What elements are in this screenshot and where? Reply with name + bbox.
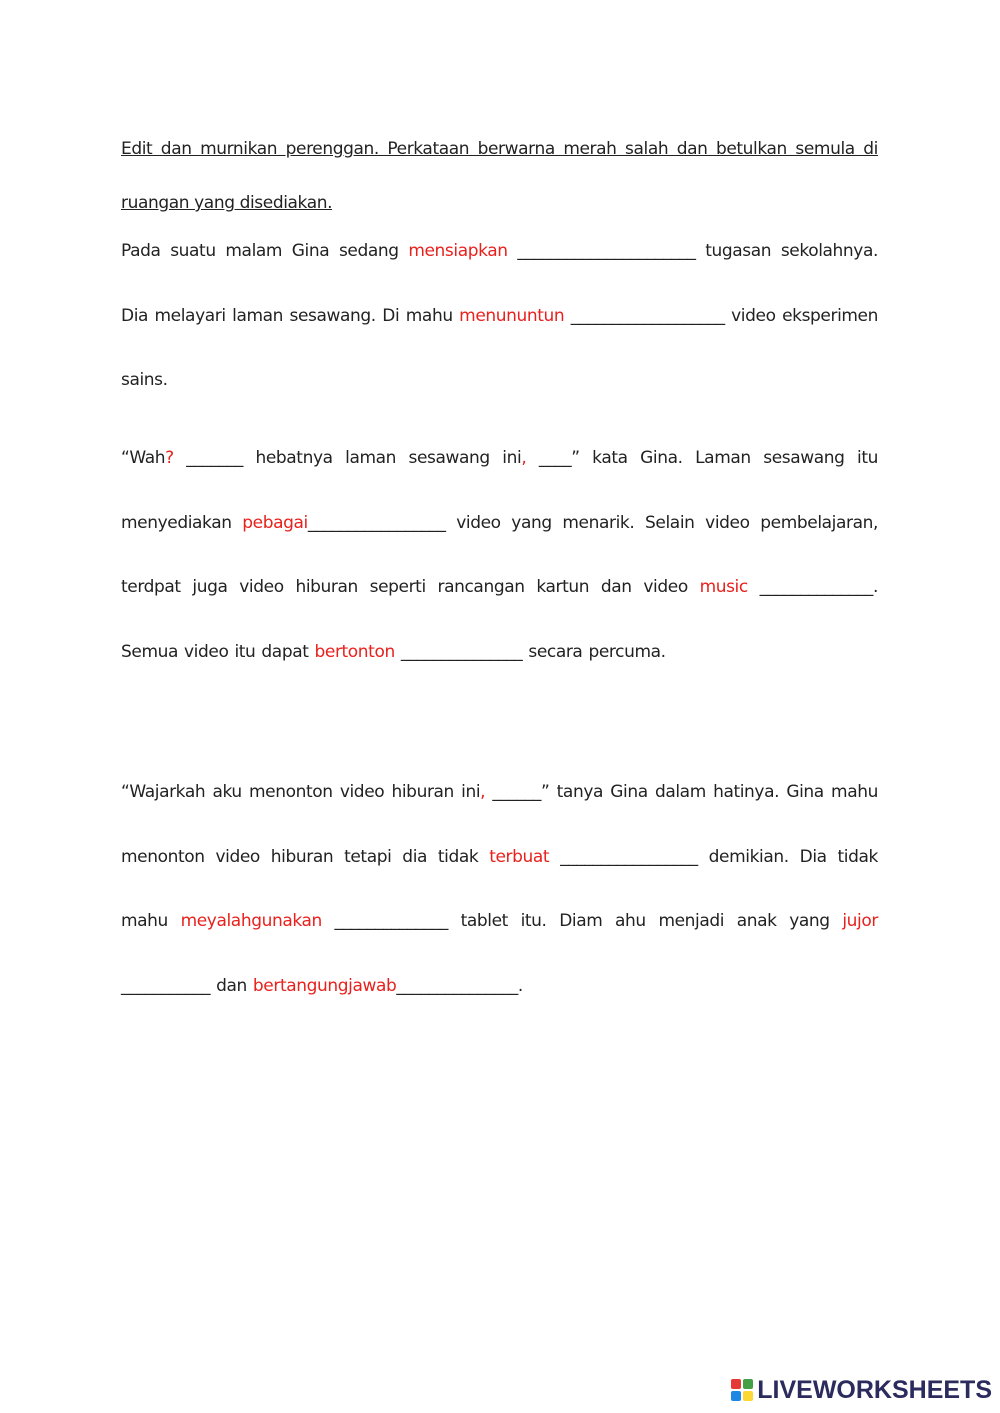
error-word-mensiapkan: mensiapkan bbox=[408, 241, 508, 261]
instruction-text: Edit dan murnikan perenggan. Perkataan berwarna merah salah dan betulkan semula di ruangan yang disediakan. bbox=[121, 139, 878, 213]
error-question-mark: ? bbox=[165, 448, 174, 468]
liveworksheets-branding bbox=[731, 1373, 992, 1407]
answer-blank-7[interactable]: _______________ bbox=[400, 641, 523, 662]
text-segment: ” tanya Gina dalam hatinya. Gina mahu menonton video hiburan tetapi dia tidak bbox=[121, 782, 878, 867]
text-segment: “Wah bbox=[121, 448, 166, 468]
error-comma: , bbox=[521, 448, 527, 468]
answer-blank-2[interactable]: ___________________ bbox=[570, 305, 725, 326]
paragraph-2 bbox=[121, 426, 878, 684]
text-segment: . Semua video itu dapat bbox=[121, 577, 878, 662]
text-segment: tablet itu. Diam ahu menjadi anak yang bbox=[447, 911, 843, 931]
liveworksheets-logo-icon bbox=[731, 1379, 753, 1401]
text-segment: ” kata Gina. Laman sesawang itu menyediakan bbox=[121, 448, 878, 533]
error-word-bertangungjawab: bertangungjawab bbox=[252, 975, 397, 996]
text-segment: . bbox=[517, 975, 523, 996]
logo-square-green bbox=[743, 1379, 753, 1389]
text-segment: “Wajarkah aku menonton video hiburan ini bbox=[121, 782, 481, 802]
brand-logo-text: LIVEWORKSHEETS bbox=[757, 1375, 992, 1404]
text-segment: demikian. Dia tidak mahu bbox=[121, 846, 878, 931]
answer-blank-8[interactable]: ______ bbox=[492, 782, 542, 802]
answer-blank-5[interactable]: _________________ bbox=[307, 512, 446, 533]
text-segment: video yang menarik. Selain video pembelajaran, terdpat juga video hiburan seperti rancangan kartun dan video bbox=[121, 512, 878, 597]
answer-blank-9[interactable]: _________________ bbox=[560, 846, 698, 867]
error-word-menununtun: menununtun bbox=[459, 305, 565, 326]
answer-blank-10[interactable]: ______________ bbox=[334, 911, 448, 931]
error-word-bertonton: bertonton bbox=[314, 641, 395, 662]
paragraph-3 bbox=[121, 760, 878, 1018]
text-segment: secara percuma. bbox=[522, 641, 666, 662]
error-word-music: music bbox=[699, 577, 748, 597]
error-word-meyalahgunakan: meyalahgunakan bbox=[180, 911, 322, 931]
answer-blank-6[interactable]: ______________ bbox=[759, 577, 873, 597]
logo-square-red bbox=[731, 1379, 741, 1389]
error-word-terbuat: terbuat bbox=[489, 846, 550, 867]
paragraph-1 bbox=[121, 219, 878, 413]
logo-square-blue bbox=[731, 1391, 741, 1401]
text-segment: hebatnya laman sesawang ini bbox=[242, 448, 522, 468]
error-word-pebagai: pebagai bbox=[242, 512, 308, 533]
text-segment: video eksperimen sains. bbox=[121, 305, 878, 390]
text-segment: Pada suatu malam Gina sedang bbox=[121, 241, 409, 261]
error-comma: , bbox=[480, 782, 486, 802]
answer-blank-11[interactable]: ___________ bbox=[121, 975, 211, 996]
answer-blank-4[interactable]: ____ bbox=[538, 448, 572, 468]
answer-blank-1[interactable]: ______________________ bbox=[517, 241, 696, 261]
text-segment: dan bbox=[210, 975, 253, 996]
text-segment: tugasan sekolahnya. Dia melayari laman sesawang. Di mahu bbox=[121, 241, 878, 326]
answer-blank-12[interactable]: _______________ bbox=[396, 975, 518, 996]
answer-blank-3[interactable]: _______ bbox=[186, 448, 243, 468]
logo-square-yellow bbox=[743, 1391, 753, 1401]
error-word-jujor: jujor bbox=[842, 911, 878, 931]
